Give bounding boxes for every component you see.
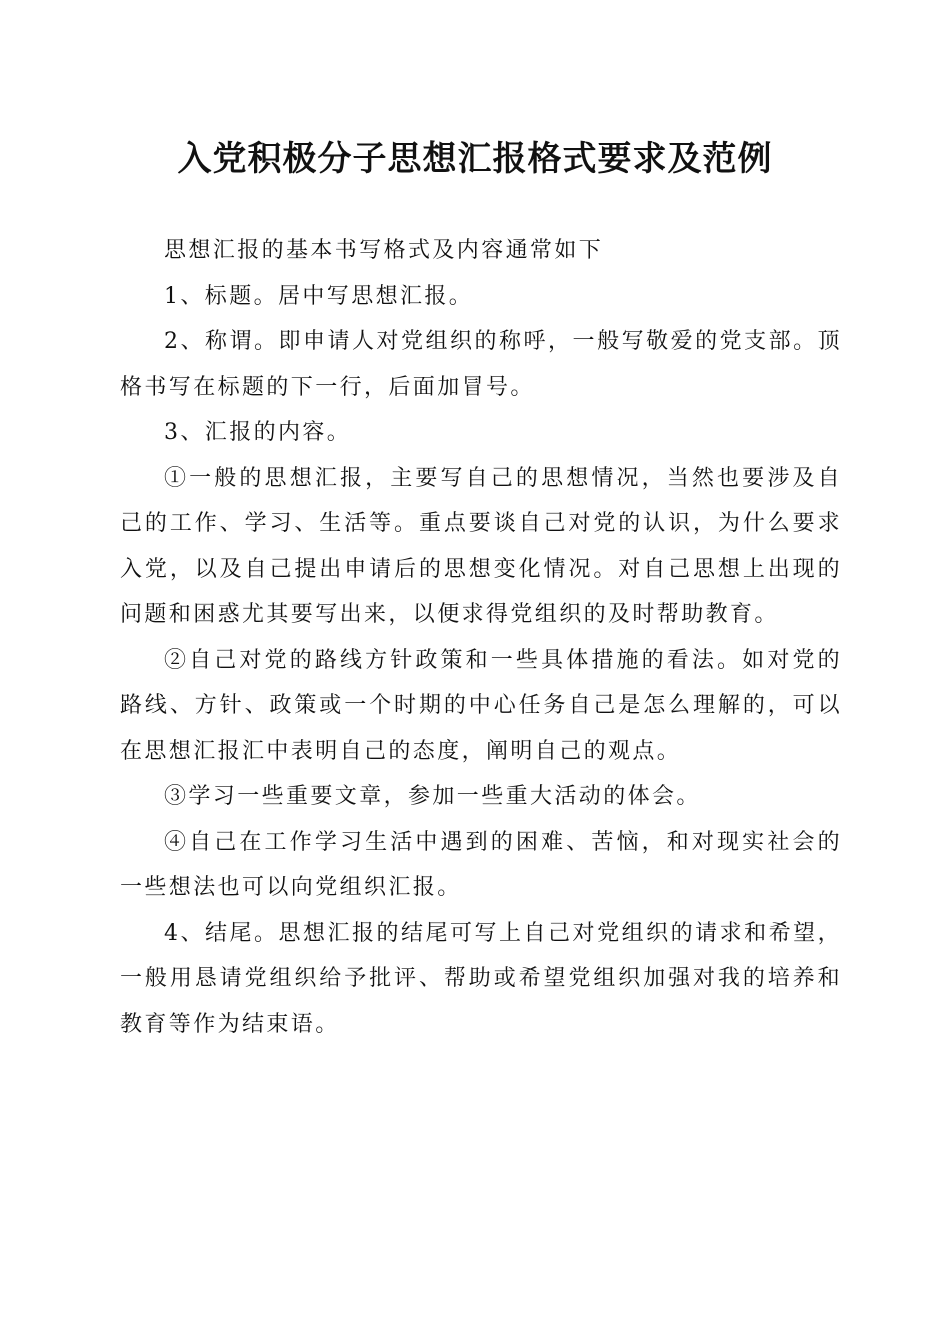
paragraph-salutation-rule: 2、称谓。即申请人对党组织的称呼，一般写敬爱的党支部。顶格书写在标题的下一行，后面加冒号。 — [120, 329, 842, 400]
paragraph-content-item-3: ③学习一些重要文章，参加一些重大活动的体会。 — [164, 784, 701, 809]
paragraph-content-heading: 3、汇报的内容。 — [164, 420, 352, 445]
document-title: 入党积极分子思想汇报格式要求及范例 — [177, 139, 773, 179]
paragraph-intro: 思想汇报的基本书写格式及内容通常如下 — [164, 238, 604, 263]
paragraph-content-item-4: ④自己在工作学习生活中遇到的困难、苦恼，和对现实社会的一些想法也可以向党组织汇报。 — [120, 829, 842, 900]
paragraph-ending-rule: 4、结尾。思想汇报的结尾可写上自己对党组织的请求和希望，一般用恳请党组织给予批评、帮助或希望党组织加强对我的培养和教育等作为结束语。 — [120, 920, 842, 1037]
paragraph-content-item-1: ①一般的思想汇报，主要写自己的思想情况，当然也要涉及自己的工作、学习、生活等。重点要谈自己对党的认识，为什么要求入党，以及自己提出申请后的思想变化情况。对自己思想上出现的问题和困惑尤其要写出来，以便求得党组织的及时帮助教育。 — [120, 465, 842, 627]
document-body — [120, 228, 842, 1047]
paragraph-content-item-2: ②自己对党的路线方针政策和一些具体措施的看法。如对党的路线、方针、政策或一个时期的中心任务自己是怎么理解的，可以在思想汇报汇中表明自己的态度，阐明自己的观点。 — [120, 647, 842, 764]
paragraph-title-rule: 1、标题。居中写思想汇报。 — [164, 283, 474, 309]
